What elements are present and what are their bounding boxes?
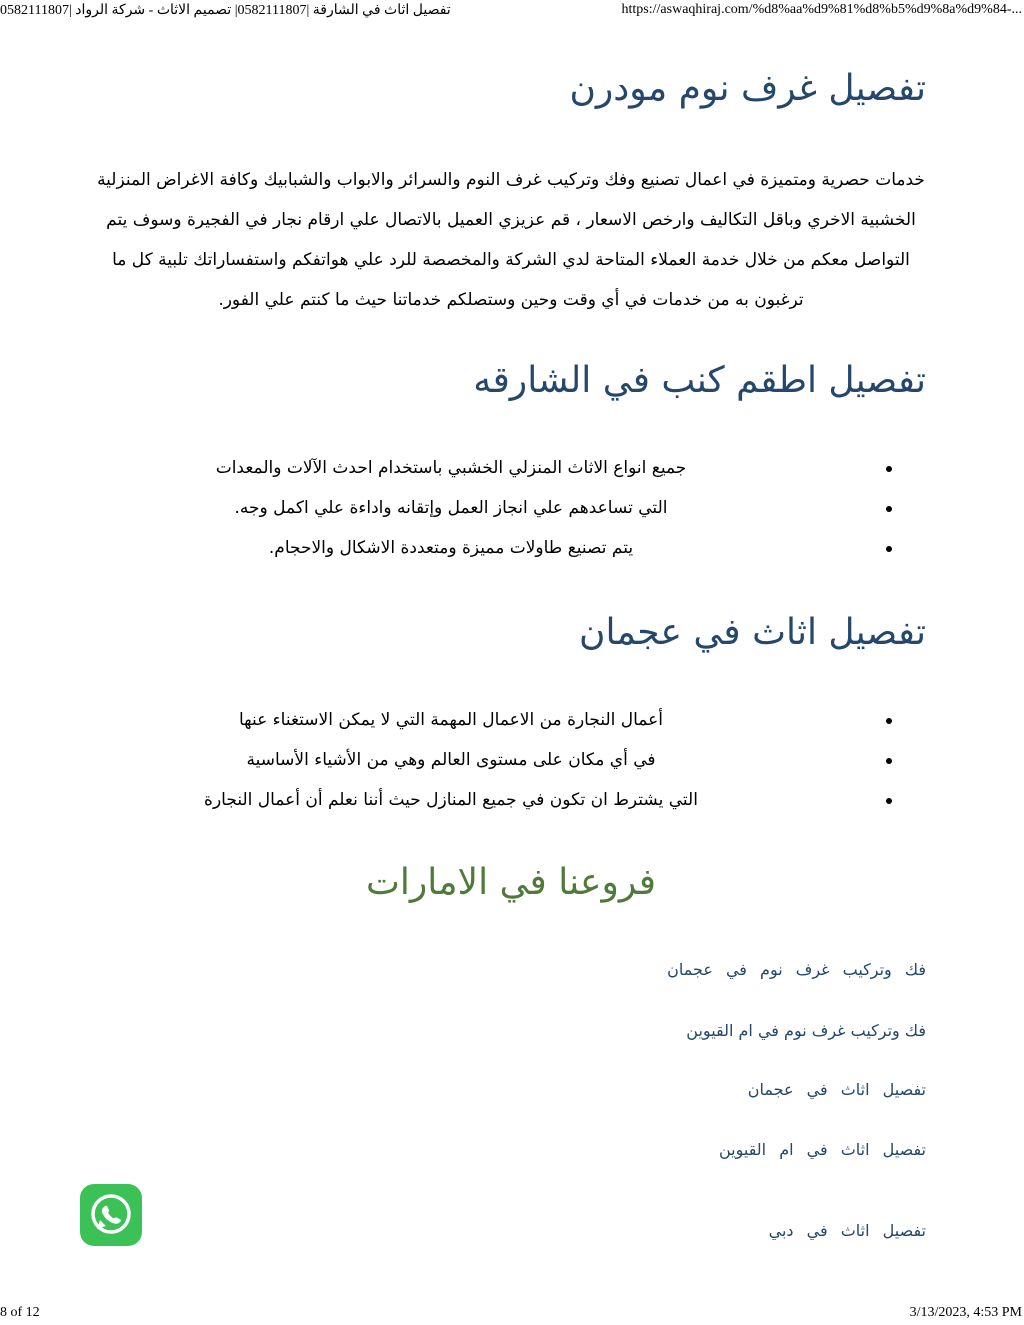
list-item xyxy=(96,740,926,780)
bullet-icon xyxy=(886,546,892,552)
branch-link-ajman-furniture[interactable]: تفصيل اثاث في عجمان xyxy=(747,1080,926,1099)
heading-sofa-sets: تفصيل اطقم كنب في الشارقه xyxy=(473,360,926,401)
sofa-bullet-list xyxy=(96,448,926,568)
heading-branches: فروعنا في الامارات xyxy=(366,862,656,903)
bullet-icon xyxy=(886,506,892,512)
list-item xyxy=(96,700,926,740)
list-item xyxy=(96,448,926,488)
print-footer-datetime: 3/13/2023, 4:53 PM xyxy=(909,1305,1022,1320)
list-item xyxy=(96,780,926,820)
list-item-text: في أي مكان على مستوى العالم وهي من الأشياء الأساسية xyxy=(246,750,656,770)
bullet-icon xyxy=(886,718,892,724)
bullet-icon xyxy=(886,798,892,804)
list-item xyxy=(96,528,926,568)
branch-link-umm-al-quwain-furniture[interactable]: تفصيل اثاث في ام القيوين xyxy=(718,1140,926,1159)
heading-ajman-furniture: تفصيل اثاث في عجمان xyxy=(579,612,926,653)
whatsapp-button[interactable] xyxy=(80,1184,142,1246)
bullet-icon xyxy=(886,466,892,472)
list-item-text: أعمال النجارة من الاعمال المهمة التي لا يمكن الاستغناء عنها xyxy=(238,710,663,730)
branch-link-umm-al-quwain-bedrooms[interactable]: فك وتركيب غرف نوم في ام القيوين xyxy=(686,1021,926,1040)
whatsapp-icon xyxy=(80,1184,142,1246)
branch-link-dubai-furniture[interactable]: تفصيل اثاث في دبي xyxy=(768,1221,926,1240)
list-item-text: يتم تصنيع طاولات مميزة ومتعددة الاشكال والاحجام. xyxy=(268,538,634,558)
intro-paragraph: خدمات حصرية ومتميزة في اعمال تصنيع وفك وتركيب غرف النوم والسرائر والابواب والشبابيك وكافة الاغراض المنزلية الخشبية الاخري وباقل التكاليف وارخص الاسعار ، قم عزيزي العميل بالاتصال علي ارقام نجار في الفجيرة وسوف يتم التواصل معكم من خلال خدمة العملاء المتاحة لدي الشركة والمخصصة للرد علي هواتفكم واستفساراتك تلبية كل ما ترغبون به من خدمات في أي وقت وحين وستصلكم خدماتنا حيث ما كنتم علي الفور. xyxy=(97,170,925,310)
list-item xyxy=(96,488,926,528)
heading-modern-bedrooms: تفصيل غرف نوم مودرن xyxy=(569,68,926,109)
print-header-title: تفصيل اثاث في الشارقة |0582111807| تصميم الاثاث - شركة الرواد |0582111807 xyxy=(0,3,451,18)
print-header-url: https://aswaqhiraj.com/%d8%aa%d9%81%d8%b5%d9%8a%d9%84-... xyxy=(621,2,1022,17)
bullet-icon xyxy=(886,758,892,764)
list-item-text: التي يشترط ان تكون في جميع المنازل حيث أننا نعلم أن أعمال النجارة xyxy=(204,790,698,810)
list-item-text: جميع انواع الاثاث المنزلي الخشبي باستخدام احدث الآلات والمعدات xyxy=(215,458,687,478)
list-item-text: التي تساعدهم علي انجاز العمل وإتقانه واداءة علي اكمل وجه. xyxy=(234,498,668,518)
print-footer-page: 8 of 12 xyxy=(0,1305,40,1320)
branch-link-ajman-bedrooms[interactable]: فك وتركيب غرف نوم في عجمان xyxy=(667,960,926,979)
ajman-bullet-list xyxy=(96,700,926,820)
